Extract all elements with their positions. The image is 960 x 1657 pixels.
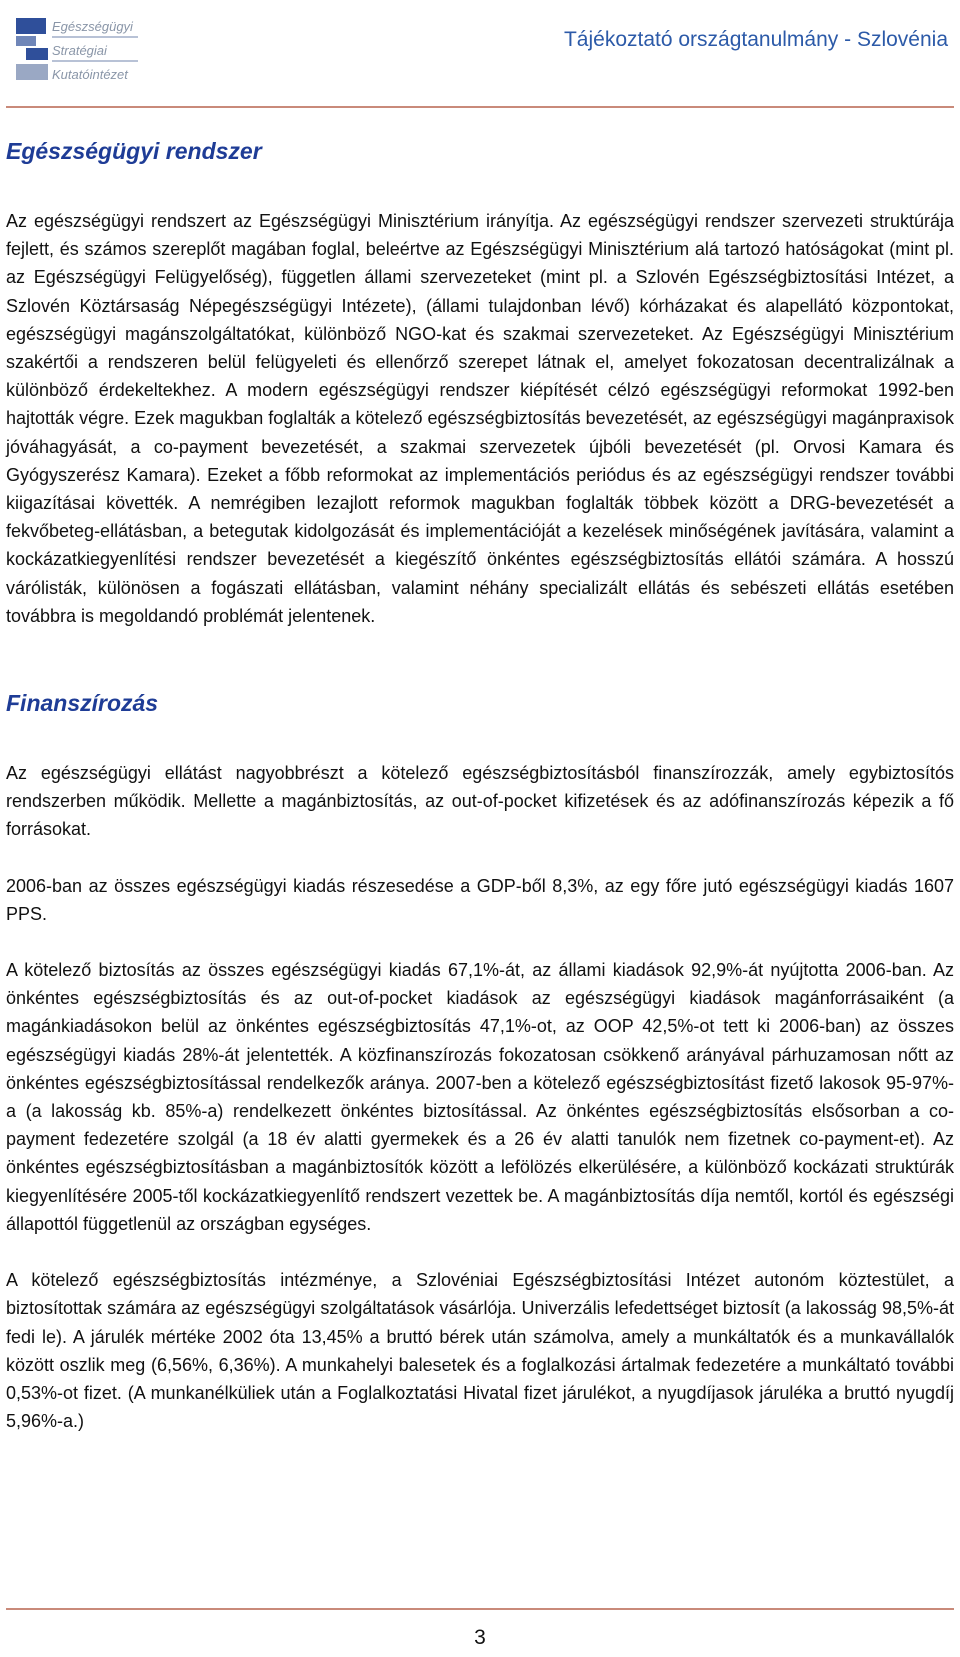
logo-line-3: Kutatóintézet — [52, 67, 128, 82]
footer-divider — [6, 1608, 954, 1610]
page-header — [0, 0, 960, 110]
paragraph-financing-1: Az egészségügyi ellátást nagyobbrészt a kötelező egészségbiztosításból finanszírozzák, amely egybiztosítós rendszerben működik. Mellette a magánbiztosítás, az out-of-pocket kifizetések és az adófinanszírozás képezik a fő forrásokat. — [6, 763, 954, 840]
page-number: 3 — [474, 1626, 486, 1649]
header-divider — [6, 106, 954, 108]
paragraph-financing-2: 2006-ban az összes egészségügyi kiadás részesedése a GDP-ből 8,3%, az egy főre jutó egészségügyi kiadás 1607 PPS. — [6, 875, 954, 924]
paragraph-health-system: Az egészségügyi rendszert az Egészségügyi Minisztérium irányítja. Az egészségügyi rendszer szervezeti struktúrája fejlett, és számos szereplőt magában foglal, beleértve az Egészségügyi Minisztérium alá tartozó hatóságokat (mint pl. az Egészségügyi Felügyelőség), független állami szervezeteket (mint pl. a Szlovén Egészségbiztosítási Intézet, a Szlovén Köztársaság Népegészségügyi Intézete), (állami tulajdonban lévő) kórházakat és alapellátó központokat, egészségügyi magánszolgáltatókat, különböző NGO-kat és szakmai szervezeteket. Az Egészségügyi Minisztérium szakértői a rendszeren belül felügyeleti és ellenőrző szerepet látnak el, amelyet fokozatosan decentralizálnak a különböző érdekeltekhez. A modern egészségügyi rendszer kiépítését célzó egészségügyi reformokat 1992-ben hajtották végre. Ezek magukban foglalták a kötelező egészségbiztosítás bevezetését, az egészségügyi magánpraxisok jóváhagyását, a co-payment bevezetését, a szakmai szervezetek újbóli bevezetését (pl. Orvosi Kamara és Gyógyszerész Kamara). Ezeket a főbb reformokat az implementációs periódus és az egészségügyi rendszer további kiigazításai követték. A nemrégiben lezajlott reformok magukban foglalták többek között a DRG-bevezetését a fekvőbeteg-ellátásban, a betegutak kidolgozását és implementációját a kezelések minőségének javítására, valamint a kockázatkiegyenlítési rendszer bevezetését a kiegészítő önkéntes egészségbiztosítás ellátói számára. A hosszú várólisták, különösen a fogászati ellátásban, valamint néhány specializált ellátás és sebészeti ellátás esetében továbbra is megoldandó problémát jelentenek. — [6, 211, 954, 626]
institute-logo — [12, 14, 142, 86]
section-heading-financing: Finanszírozás — [6, 690, 159, 717]
section-heading-health-system: Egészségügyi rendszer — [6, 138, 262, 164]
logo-line-2: Stratégiai — [52, 43, 107, 58]
logo-line-1: Egészségügyi — [52, 19, 133, 34]
document-body — [6, 138, 954, 1435]
paragraph-financing-3: A kötelező biztosítás az összes egészségügyi kiadás 67,1%-át, az állami kiadások 92,9%-át nyújtotta 2006-ban. Az önkéntes egészségbiztosítás és az out-of-pocket kiadások az egészségügyi kiadások magánforrásaiként (a magánkiadásokon belül az önkéntes egészségbiztosítás 47,1%-ot, az OOP 42,5%-ot tett ki 2006-ban) az összes egészségügyi kiadás 28%-át jelentették. A közfinanszírozás fokozatosan csökkenő arányával párhuzamosan nőtt az önkéntes egészségbiztosítással rendelkezők aránya. 2007-ben a kötelező egészségbiztosítást fizető lakosok 95-97%-a (a lakosság kb. 85%-a) rendelkezett önkéntes biztosítással. Az önkéntes egészségbiztosítás elsősorban a co-payment fedezetére szolgál (a 18 év alatti gyermekek és a 26 év alatti tanulók nem fizetnek co-payment-et). Az önkéntes egészségbiztosításban a magánbiztosítók között a lefölözés elkerülésére, a különböző kockázati struktúrák kiegyenlítésére 2005-től kockázatkiegyenlítő rendszert vezettek be. A magánbiztosítás díja nemtől, kortól és egészségi állapottól függetlenül az országban egységes. — [6, 960, 954, 1234]
paragraph-financing-4: A kötelező egészségbiztosítás intézménye, a Szlovéniai Egészségbiztosítási Intézet autonóm köztestület, a biztosítottak számára az egészségügyi szolgáltatások vásárlója. Univerzális lefedettséget biztosít (a lakosság 98,5%-át fedi le). A járulék mértéke 2002 óta 13,45% a bruttó bérek után számolva, amely a munkáltatók és a munkavállalók között oszlik meg (6,56%, 6,36%). A munkahelyi balesetek és a foglalkozási ártalmak fedezetére a munkáltató további 0,53%-ot fizet. (A munkanélküliek után a Foglalkoztatási Hivatal fizet járulékot, a nyugdíjasok járuléka a bruttó nyugdíj 5,96%-a.) — [6, 1270, 954, 1432]
header-title: Tájékoztató országtanulmány - Szlovénia — [563, 28, 948, 51]
